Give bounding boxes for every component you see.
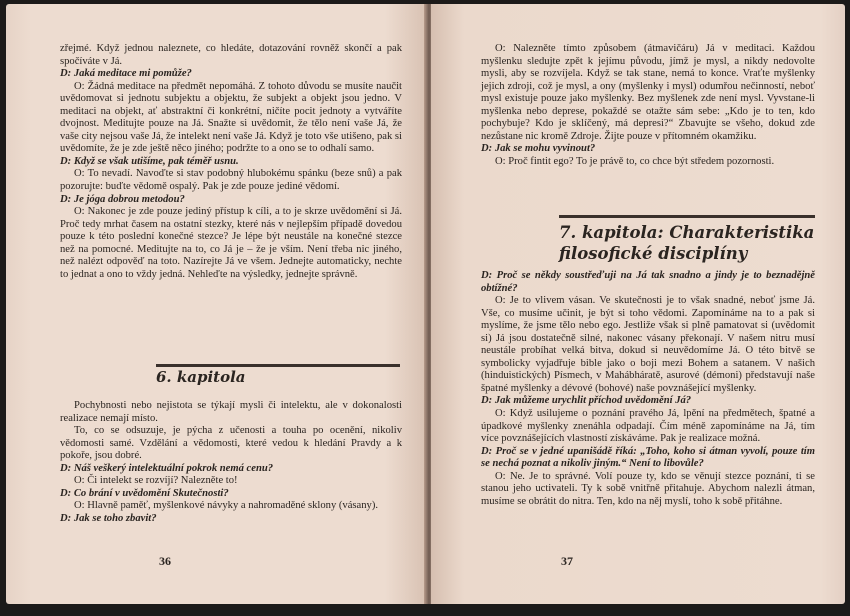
chapter-7-title: 7. kapitola: Charakteristika filosofické disciplíny	[559, 223, 815, 263]
paragraph-3: O: Či intelekt se rozvíjí? Nalezněte to!	[74, 475, 238, 487]
question-6: D: Jak se toho zbavit?	[60, 512, 157, 524]
question-4: D: Co brání v uvědomění Skutečnosti?	[60, 487, 229, 499]
question-4: D: Proč se v jedné upanišádě říká: „Toho, koho si átman vyvolí, pouze tím se nechá poznat a nikoliv jiným.“ Není to libovůle?	[481, 445, 815, 470]
question-3: D: Když se však utišíme, pak téměř usnu.	[60, 155, 239, 167]
paragraph-0: Pochybnosti nebo nejistota se týkají mysli či intelektu, ale v dokonalosti realizace nemají místo.	[60, 400, 402, 424]
question-1: D: Jaká meditace mi pomůže?	[60, 68, 192, 80]
paragraph-2: O: Proč fintit ego? To je právě to, co chce být středem pozornosti.	[495, 155, 775, 167]
question-0: D: Proč se někdy soustřeďuji na Já tak snadno a jindy je to beznadějně obtížné?	[481, 270, 815, 294]
question-5: D: Je jóga dobrou metodou?	[60, 193, 185, 205]
paragraph-2: O: Žádná meditace na předmět nepomáhá. Z tohoto důvodu se musíte naučit uvědomovat si jednotu subjektu a objektu, že subjekt a objekt jsou jedno. V meditaci na objekt, ať abstraktní či konkrétní, ničíte pocit jednoty a vytváříte dvojnost. Meditujte pouze na Já. Snažte si uvědomit, že tělo není vaše Já, že vaše city nejsou vaše Já, že intelekt není vaše Já. Když je toto vše utišeno, pak si uvědomíte, že je zde ještě něco jiného; podržte to a ono se to odhalí samo.	[60, 80, 402, 155]
page-number-right: 37	[561, 554, 573, 568]
left-page	[6, 4, 427, 604]
paragraph-3: O: Když usilujeme o poznání pravého Já, lpění na předmětech, špatné a úpadkové myšlenky znenáhla odpadají. Čím méně zapomínáme na Já, tím více povznášejících vlastností získáváme. Pak je realizace možná.	[481, 408, 815, 445]
paragraph-1: To, co se odsuzuje, je pýcha z učenosti a touha po ocenění, nikoliv vědomosti samé. Vzdělání a vědomosti, které vedou k hledání Pravdy a k pokoře, jsou dobré.	[60, 425, 402, 462]
question-2: D: Náš veškerý intelektuální pokrok nemá cenu?	[60, 462, 274, 474]
question-1: D: Jak se mohu vyvinout?	[481, 143, 596, 155]
right-page-top-text	[481, 43, 815, 168]
right-page-bottom-text	[481, 270, 815, 508]
chapter-7-rule	[559, 215, 815, 218]
question-2: D: Jak můžeme urychlit příchod uvědomění Já?	[481, 395, 692, 407]
page-number-left: 36	[159, 554, 171, 568]
left-page-top-text	[60, 43, 402, 281]
paragraph-0: zřejmé. Když jednou naleznete, co hledáte, dotazování rovněž skončí a pak spočíváte v Já.	[60, 43, 402, 67]
paragraph-1: O: Je to vlivem vásan. Ve skutečnosti je to však snadné, neboť jsme Já. Vše, co musíme učinit, je být si toho vědomi. Zapomínáme na to a pak si myslíme, že jsme tělo nebo ego. Jestliže však si plně pamatovat si (uvědomit si) Já jsou dostatečně silné, nakonec vásany překonají. V našem nitru musí neustále probíhat velká bitva, dokud si neuvědomíme Já. O této bitvě se symbolicky vyjadřuje bible jako o boji mezi Bohem a satanem. V našich (hinduistických) Písmech, v Mahábháratě, asurové (démoni) představují naše špatné myšlenky a dévové (bohové) naše povznášející myšlenky.	[481, 295, 815, 394]
chapter-6-title: 6. kapitola	[156, 368, 246, 386]
paragraph-5: O: Ne. Je to správné. Volí pouze ty, kdo se věnují stezce poznání, ti se stanou jeho uctivateli. Ty k sobě vnitřně přitahuje. Abychom nalezli átman, musíme se obrátit do nitra. Ten, kdo na něj myslí, toho k sobě přitáhne.	[481, 470, 815, 507]
right-page	[431, 4, 845, 604]
paragraph-0: O: Nalezněte tímto způsobem (átmavičáru) Já v meditaci. Každou myšlenku sledujte zpět k jejímu původu, jímž je mysl, a nikdy nedovolte mysli, aby se rozvíjela. Když se tak stane, nemá to konce. Vraťte myšlenky jejich zdroji, což je mysl, a ony (myšlenky i mysl) odumřou nečinností, neboť mysl existuje pouze jako myšlenky. Bez myšlenek zde není mysl. Vyvstane-li myšlenka nebo deprese, pokaždé se otažte sám sebe: „Kdo je to ten, kdo pochybuje? Kdo je sklíčený, má depresi?“ Zbavujte se všeho, dokud zde nezůstane nic kromě Zdroje. Žijte pouze v přítomném okamžiku.	[481, 43, 815, 142]
chapter-6-rule	[156, 364, 400, 367]
left-page-bottom-text	[60, 400, 402, 525]
paragraph-4: O: To nevadí. Navoďte si stav podobný hlubokému spánku (beze snů) a pak pozorujte: buďte vědomě ospalý. Pak je zde pouze jediné vědomí.	[60, 168, 402, 193]
paragraph-6: O: Nakonec je zde pouze jediný přístup k cíli, a to je skrze uvědomění si Já. Proč tedy mrhat časem na ostatní stezky, které nás v nejlepším případě dovedou pouze k této poslední konečné stezce? Je lépe být neustále na konečné stezce než na pomocné. Meditujte na to, co Já je – že je vším. Není třeba nic jiného, než nalézt odpověď na toto. Nazírejte Já ve všem. Jednejte automaticky, nechte to jednat a ono to vždy jedná. Nehleďte na výsledky, jednejte správně.	[60, 206, 402, 280]
paragraph-5: O: Hlavně paměť, myšlenkové návyky a nahromaděné sklony (vásany).	[74, 500, 379, 512]
